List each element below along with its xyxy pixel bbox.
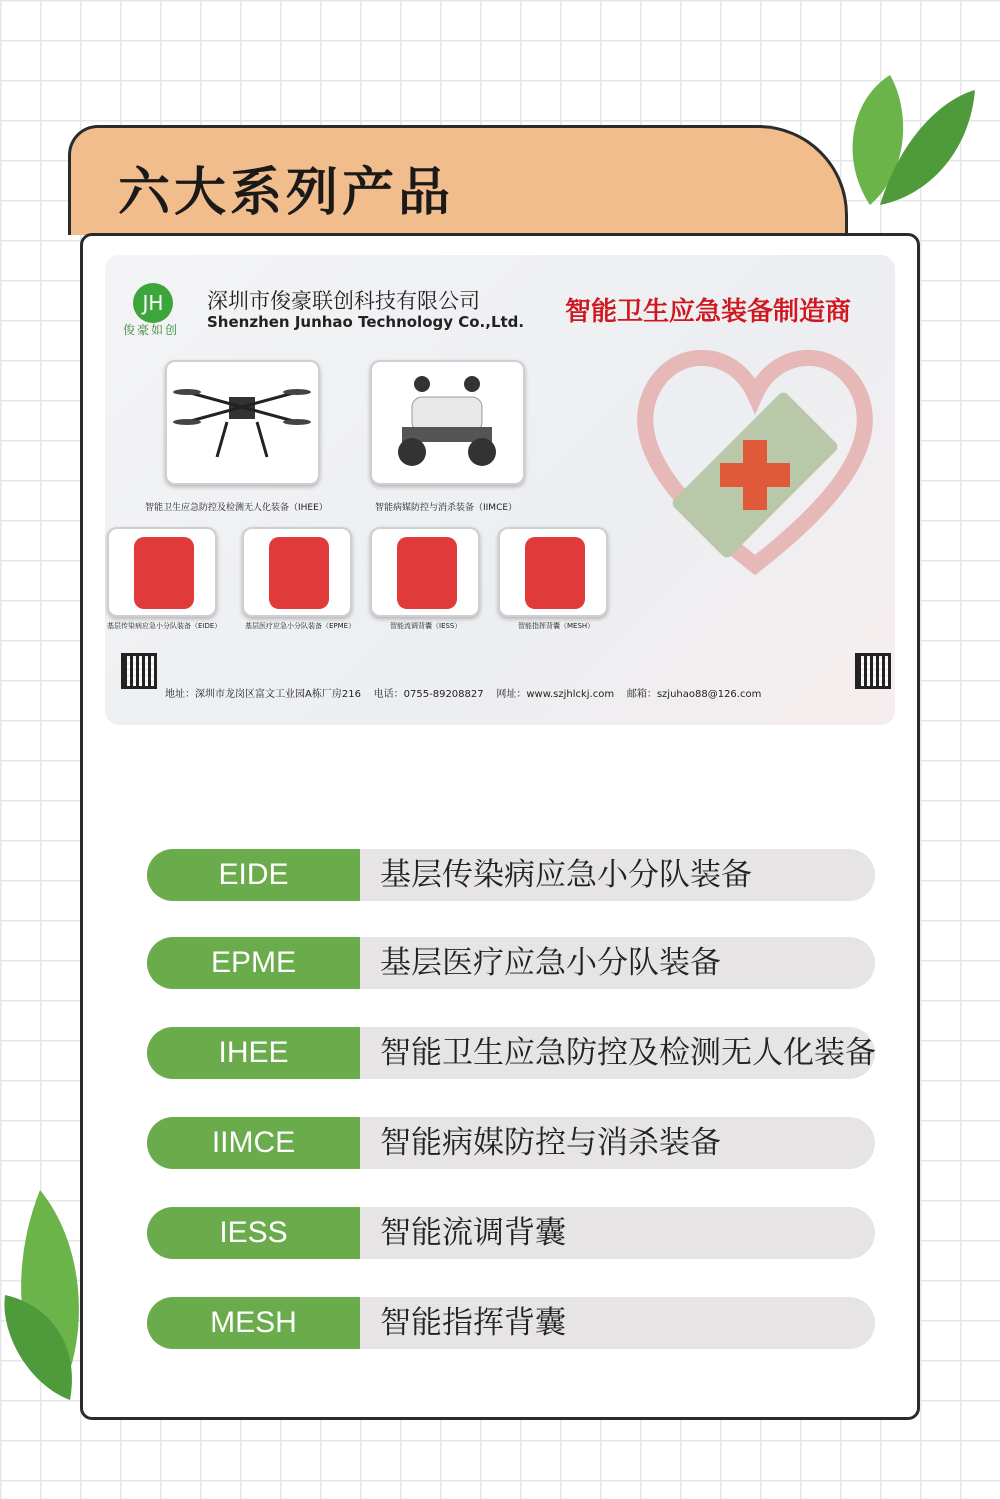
footer-address: 地址：深圳市龙岗区富文工业园A栋厂房216 bbox=[165, 689, 361, 700]
series-row-mesh bbox=[147, 1297, 875, 1349]
product-caption: 基层传染病应急小分队装备（EIDE） bbox=[107, 622, 222, 630]
series-name: 智能指挥背囊 bbox=[380, 1305, 566, 1341]
series-code: IESS bbox=[147, 1207, 360, 1259]
series-code: EIDE bbox=[147, 849, 360, 901]
company-logo: JH bbox=[133, 283, 173, 323]
company-name-cn: 深圳市俊豪联创科技有限公司 bbox=[207, 289, 480, 313]
series-code: MESH bbox=[147, 1297, 360, 1349]
product-banner bbox=[105, 255, 895, 725]
series-name: 智能卫生应急防控及检测无人化装备 bbox=[380, 1035, 876, 1071]
heart-cross-icon bbox=[625, 325, 885, 585]
product-caption: 智能卫生应急防控及检测无人化装备（IHEE） bbox=[145, 503, 328, 513]
product-caption: 基层医疗应急小分队装备（EPME） bbox=[245, 622, 356, 630]
series-row-iimce bbox=[147, 1117, 875, 1169]
series-row-iess bbox=[147, 1207, 875, 1259]
footer-phone: 电话：0755-89208827 bbox=[373, 689, 484, 700]
backpack-image bbox=[498, 527, 608, 617]
leaf-top-right-icon bbox=[840, 70, 980, 220]
product-caption: 智能流调背囊（IESS） bbox=[390, 622, 462, 630]
series-row-epme bbox=[147, 937, 875, 989]
robot-vehicle-icon bbox=[372, 362, 522, 482]
slogan: 智能卫生应急装备制造商 bbox=[565, 297, 852, 327]
series-name: 智能病媒防控与消杀装备 bbox=[380, 1125, 721, 1161]
robot-image bbox=[370, 360, 525, 485]
footer-contact bbox=[165, 685, 761, 700]
company-name-en: Shenzhen Junhao Technology Co.,Ltd. bbox=[207, 313, 525, 331]
series-row-ihee bbox=[147, 1027, 875, 1079]
backpack-image bbox=[370, 527, 480, 617]
series-row-eide bbox=[147, 849, 875, 901]
drone-icon bbox=[167, 362, 317, 482]
leaf-bottom-left-icon bbox=[0, 1185, 90, 1405]
backpack-image bbox=[107, 527, 217, 617]
product-caption: 智能指挥背囊（MESH） bbox=[518, 622, 595, 630]
drone-image bbox=[165, 360, 320, 485]
series-code: EPME bbox=[147, 937, 360, 989]
footer-website: 网址：www.szjhlckj.com bbox=[496, 689, 615, 700]
qr-code-icon bbox=[121, 653, 157, 689]
footer-email: 邮箱：szjuhao88@126.com bbox=[626, 689, 762, 700]
qr-code-icon bbox=[855, 653, 891, 689]
series-name: 基层医疗应急小分队装备 bbox=[380, 945, 721, 981]
series-name: 基层传染病应急小分队装备 bbox=[380, 857, 752, 893]
series-name: 智能流调背囊 bbox=[380, 1215, 566, 1251]
series-code: IHEE bbox=[147, 1027, 360, 1079]
backpack-image bbox=[242, 527, 352, 617]
logo-text: 俊豪如创 bbox=[123, 323, 180, 337]
product-caption: 智能病媒防控与消杀装备（IIMCE） bbox=[375, 503, 518, 513]
page-title: 六大系列产品 bbox=[118, 163, 455, 223]
series-code: IIMCE bbox=[147, 1117, 360, 1169]
